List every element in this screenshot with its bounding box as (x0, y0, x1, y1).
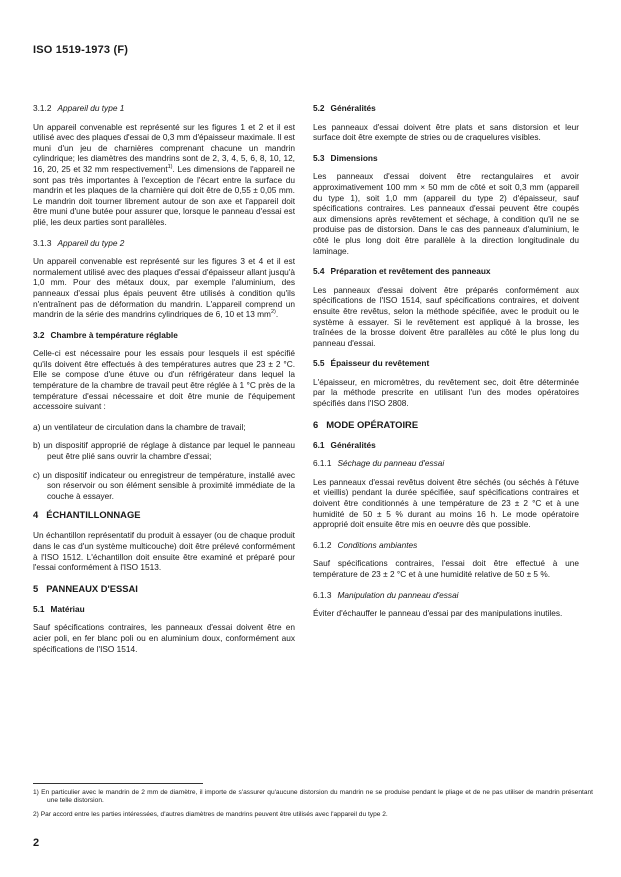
list-item (33, 422, 295, 433)
section-number: 6.1.3 (313, 589, 332, 600)
footnote-rule (33, 783, 203, 784)
section-title: Séchage du panneau d'essai (337, 458, 445, 469)
paragraph-text: L'épaisseur, en micromètres, du revêtement sec, doit être déterminée par la méthode prescrite en utilisant l'un des modes opératoires spécifiés dans l'ISO 2808. (313, 376, 579, 409)
section-title: Chambre à température réglable (50, 329, 178, 340)
left-column (33, 103, 295, 664)
paragraph-text: Un échantillon représentatif du produit à essayer (ou de chaque produit dans le cas d'un système multicouche) doit être prélevé conformément à l'ISO 1512. L'échantillon doit ensuite être examiné et préparé pour l'essai conformément à l'ISO 1513. (33, 530, 295, 573)
paragraph (313, 377, 579, 409)
section-number: 3.1.2 (33, 103, 52, 113)
section-title: Épaisseur du revêtement (330, 358, 430, 369)
section-title: Appareil du type 2 (57, 237, 125, 248)
section-title: MODE OPÉRATOIRE (326, 418, 419, 430)
paragraph (33, 348, 295, 412)
paragraph (33, 622, 295, 654)
footnote-ref: 2) (270, 309, 276, 316)
paragraph-text: Éviter d'échauffer le panneau d'essai par des manipulations inutiles. (313, 608, 563, 619)
section-heading (313, 358, 579, 369)
list-item-text: b) un dispositif approprié de réglage à distance par lequel le panneau peut être plié sans ouvrir la chambre d'essai; (33, 440, 295, 462)
section-title: Dimensions (330, 152, 378, 163)
section-number: 6.1.1 (313, 458, 332, 469)
paragraph (33, 530, 295, 572)
section-title: Généralités (330, 439, 376, 450)
paragraph-text: Les panneaux d'essai doivent être préparés conformément aux spécifications de l'ISO 1514, sauf spécifications contraires, et doivent ensuite être revêtus, selon la méthode spécifiée, avec le produit ou le système à essayer. Si le revêtement est appliqué à la brosse, les traînées de la brosse doivent être parallèles au côté le plus long du panneau d'essai. (313, 284, 579, 348)
section-heading (33, 604, 295, 615)
section-title: ÉCHANTILLONNAGE (46, 509, 141, 521)
section-title: PANNEAUX D'ESSAI (46, 582, 138, 594)
section-title: Préparation et revêtement des panneaux (330, 266, 491, 277)
paragraph-text: Celle-ci est nécessaire pour les essais pour lesquels il est spécifié qu'ils doivent être effectués à des températures autres que 23 ± 2 °C. Elle se compose d'une étuve ou d'un réfrigérateur dans lequel la température de la chambre de travail peut être réglée à 1 °C près de la température d'essai nécessaire et doit être munie de l'équipement accessoire suivant : (33, 348, 295, 412)
section-heading (33, 330, 295, 341)
section-number: 5.3 (313, 152, 325, 163)
section-heading (313, 266, 579, 277)
section-heading (313, 419, 579, 430)
section-number: 6.1 (313, 439, 325, 450)
paragraph-text: Les panneaux d'essai revêtus doivent être séchés (ou séchés à l'étuve et vieillis) pendant la durée spécifiée, sauf spécifications contraires et doivent être conditionnés à une température de 23 ± 2 °C et à une humidité de 50 ± 5 % durant au moins 16 h. Le mode opératoire approprié doit ensuite être mis en oeuvre dès que possible. (313, 476, 579, 530)
section-number: 5.5 (313, 358, 325, 369)
section-title: Matériau (50, 603, 85, 614)
section-number: 5.4 (313, 266, 325, 277)
section-title: Manipulation du panneau d'essai (337, 589, 459, 600)
paragraph (33, 256, 295, 320)
paragraph-text: Sauf spécifications contraires, les panneaux d'essai doivent être en acier poli, en fer blanc poli ou en aluminium doux, conformément aux spécifications de l'ISO 1514. (33, 622, 295, 654)
section-number: 3.2 (33, 329, 45, 340)
section-heading (313, 590, 579, 601)
section-number: 3.1.3 (33, 237, 52, 248)
paragraph-text-cont: . Les dimensions de l'appareil ne sont pas très importantes à l'exception de l'écart entre la surface du mandrin et les plaques de la charnière qui doit être de 0,55 ± 0,05 mm. Le mandrin doit tourner librement autour de son axe et l'appareil doit être muni d'une butée pour assurer que, lorsque le panneau d'essai est plié, les deux parties sont parallèles. (33, 163, 295, 227)
section-number: 6 (313, 418, 319, 430)
paragraph-text: Les panneaux d'essai doivent être rectangulaires et avoir approximativement 100 mm × 50 mm de côté et soit 0,3 mm (appareil du type 1), soit 1,0 mm (appareil du type 2) d'épaisseur, sauf spécifications contraires. Les panneaux d'essai peuvent être coupés aux dimensions après revêtement et séchage, à condition qu'il ne se produise pas de distorsion. Dans le cas des panneaux d'aluminium, le côté le plus long doit être parallèle à la direction longitudinale du laminage. (313, 171, 579, 256)
section-heading (33, 583, 295, 594)
section-title: Généralités (330, 103, 376, 113)
paragraph-text: Un appareil convenable est représenté sur les figures 3 et 4 et il est normalement utilisé avec des plaques d'essai d'épaisseur allant jusqu'à 1,0 mm. Pour des métaux doux, par exemple l'aluminium, des panneaux d'essai plus épais peuvent être utilisés à condition qu'ils n'entraînent pas de déformation du mandrin. L'appareil comprend un mandrin de la série des mandrins cylindriques de 6, 10 et 13 mm (33, 256, 295, 320)
section-title: Conditions ambiantes (337, 539, 418, 550)
paragraph (33, 122, 295, 228)
section-heading (313, 153, 579, 164)
footnotes (33, 783, 593, 826)
section-heading (33, 103, 295, 114)
section-heading (313, 440, 579, 451)
paragraph (313, 171, 579, 256)
paragraph-text: Un appareil convenable est représenté sur les figures 1 et 2 et il est utilisé avec des plaques d'essai de 0,3 mm d'épaisseur maximale. Il est muni d'un jeu de charnières comprenant chacune un mandrin cylindrique; les diamètres des mandrins sont de 2, 3, 4, 5, 6, 8, 10, 12, 16, 20, 25 et 32 mm respectivement (33, 121, 295, 174)
list-item (33, 470, 295, 502)
footnote-2: 2) Par accord entre les parties intéressées, d'autres diamètres de mandrins peuvent être utilisés avec l'appareil du type 2. (33, 811, 388, 819)
list-item-text: a) un ventilateur de circulation dans la chambre de travail; (33, 421, 246, 432)
footnote-ref: 1) (167, 164, 173, 171)
section-heading (33, 238, 295, 249)
section-heading (313, 458, 579, 469)
right-column (313, 103, 579, 629)
section-number: 5 (33, 582, 39, 594)
paragraph-text-cont: . (275, 309, 279, 320)
section-heading (313, 103, 579, 114)
document-header: ISO 1519-1973 (F) (33, 44, 129, 56)
paragraph-text: Les panneaux d'essai doivent être plats et sans distorsion et leur surface doit être exempte de stries ou de craquelures visibles. (313, 121, 579, 143)
paragraph-text: Sauf spécifications contraires, l'essai doit être effectué à une température de 23 ± 2 °C et à une humidité relative de 50 ± 5 %. (313, 558, 579, 579)
section-heading (33, 509, 295, 520)
list-item (33, 440, 295, 461)
list-item-text: c) un dispositif indicateur ou enregistreur de température, installé avec son réservoir ou son élément sensible à proximité immédiate de la couche à essayer. (33, 469, 295, 501)
section-number: 5.1 (33, 603, 45, 614)
section-number: 4 (33, 509, 39, 521)
section-title: Appareil du type 1 (57, 103, 125, 113)
section-number: 6.1.2 (313, 539, 332, 550)
paragraph (313, 285, 579, 349)
paragraph (313, 558, 579, 579)
paragraph (313, 608, 579, 619)
paragraph (313, 477, 579, 530)
section-heading (313, 540, 579, 551)
paragraph (313, 122, 579, 143)
footnote-1: 1) En particulier avec le mandrin de 2 mm de diamètre, il importe de s'assurer qu'aucune distorsion du mandrin ne se produise pendant le pliage et de ne pas utiliser de mandrin présentant une telle distorsion. (33, 789, 593, 805)
section-number: 5.2 (313, 103, 325, 113)
page-number: 2 (33, 837, 40, 849)
